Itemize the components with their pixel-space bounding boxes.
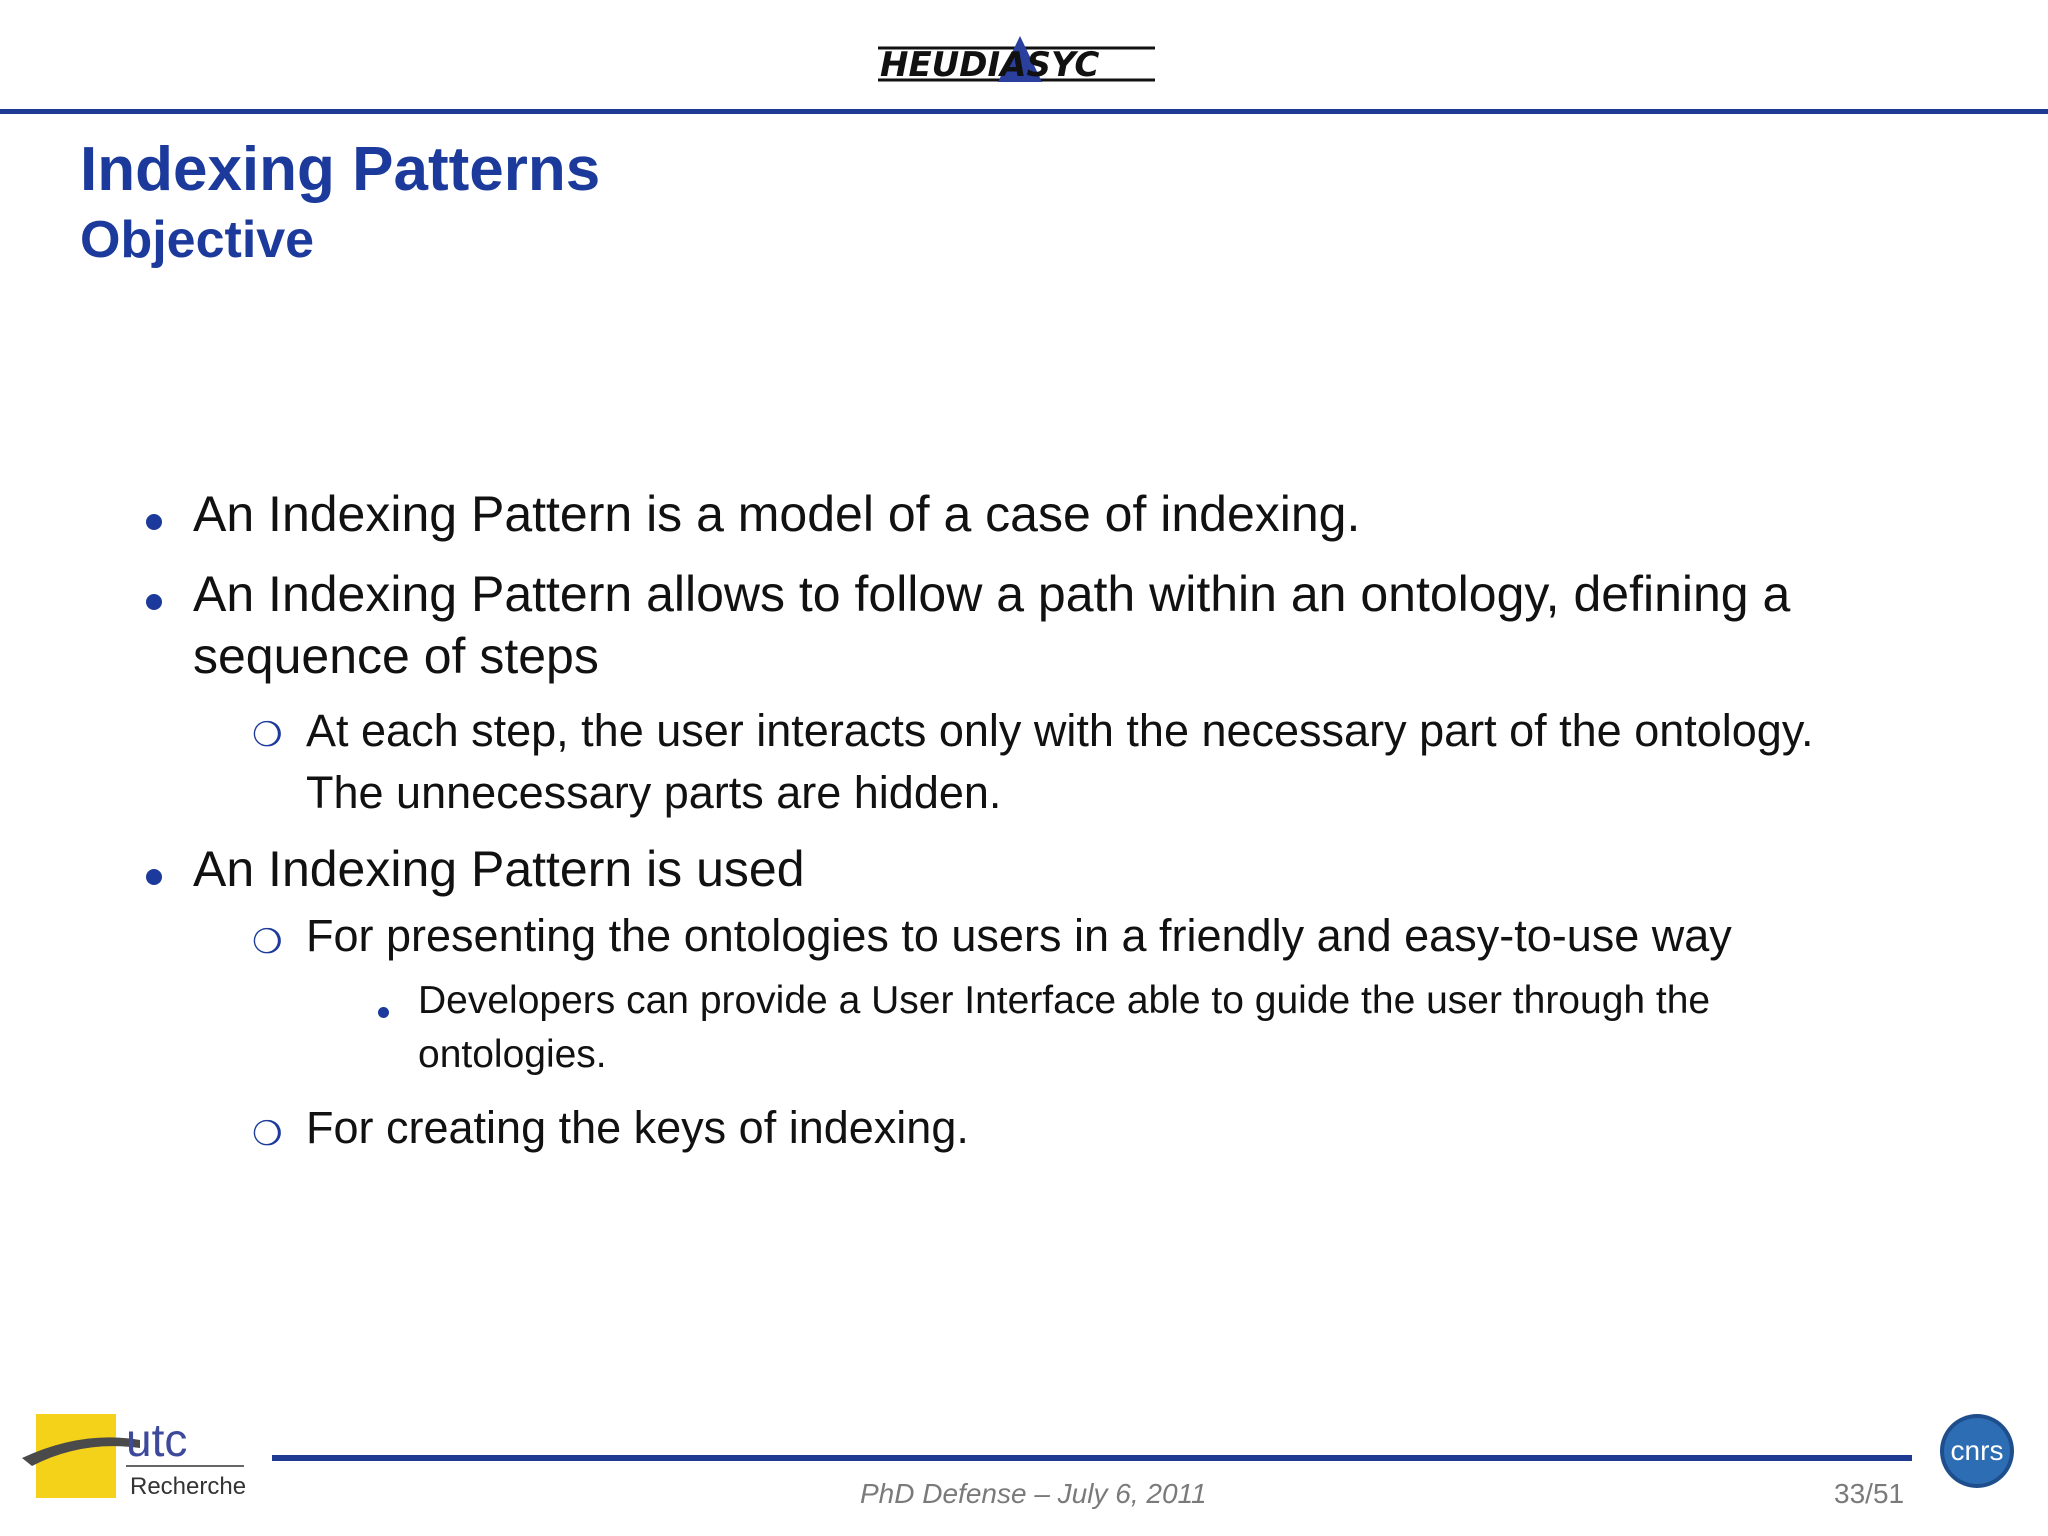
bullet-3-sub-1-sub-1-line-2: ontologies. bbox=[418, 1033, 607, 1076]
bullet-dot-icon bbox=[146, 869, 162, 885]
heudiasyc-logo-text: HEUDIASYC bbox=[880, 45, 1100, 85]
page-number bbox=[1834, 1478, 1904, 1510]
bullet-2-sub-1-line-1: At each step, the user interacts only with the necessary part of the ontology. bbox=[306, 705, 1814, 756]
bullet-2-text-line-1: An Indexing Pattern allows to follow a path within an ontology, defining a bbox=[193, 566, 1791, 622]
bullet-1-text: An Indexing Pattern is a model of a case of indexing. bbox=[193, 486, 1361, 542]
slide-subtitle: Objective bbox=[80, 211, 315, 269]
cnrs-logo bbox=[1938, 1412, 2016, 1490]
sub-sub-bullet-dot-icon bbox=[378, 1007, 389, 1018]
sub-bullet-ring-icon: ❍ bbox=[252, 716, 283, 754]
bullet-2-sub-1-line-2: The unnecessary parts are hidden. bbox=[306, 767, 1002, 818]
bullet-2-text-line-2: sequence of steps bbox=[193, 628, 599, 684]
utc-logo-text: utc bbox=[126, 1414, 188, 1466]
bullet-3-text: An Indexing Pattern is used bbox=[193, 841, 805, 897]
bullet-3-sub-2-text: For creating the keys of indexing. bbox=[306, 1102, 969, 1153]
sub-bullet-ring-icon: ❍ bbox=[252, 1115, 283, 1153]
bullet-3-sub-1-sub-1-line-1: Developers can provide a User Interface able to guide the user through the bbox=[418, 979, 1711, 1022]
header-divider bbox=[0, 109, 2048, 114]
footer-divider bbox=[272, 1455, 1912, 1461]
bullet-dot-icon bbox=[146, 594, 162, 610]
bullet-3-sub-1-text: For presenting the ontologies to users in a friendly and easy-to-use way bbox=[306, 910, 1732, 961]
sub-bullet-ring-icon: ❍ bbox=[252, 923, 283, 961]
bullet-dot-icon bbox=[146, 514, 162, 530]
page-separator: / bbox=[1865, 1478, 1873, 1509]
slide-title: Indexing Patterns bbox=[80, 135, 601, 204]
heudiasyc-logo bbox=[870, 28, 1170, 92]
utc-recherche-logo bbox=[22, 1410, 252, 1502]
footer-presentation-info: PhD Defense – July 6, 2011 bbox=[860, 1478, 1207, 1509]
utc-logo-subtext: Recherche bbox=[130, 1473, 247, 1500]
cnrs-logo-text: cnrs bbox=[1950, 1435, 2004, 1466]
page-current: 33 bbox=[1834, 1478, 1866, 1509]
page-total: 51 bbox=[1872, 1478, 1905, 1509]
